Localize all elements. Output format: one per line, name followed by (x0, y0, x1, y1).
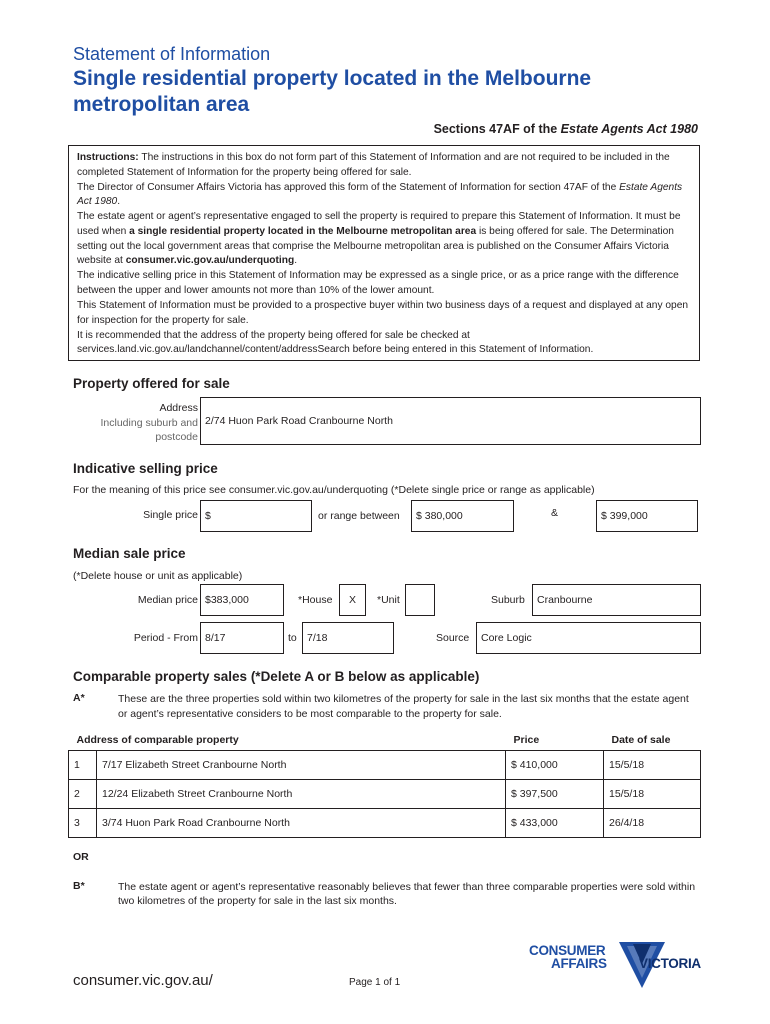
unit-field[interactable] (405, 584, 435, 616)
period-from-label: Period - From (133, 632, 198, 644)
sections-prefix: Sections 47AF of the (433, 122, 561, 136)
address-label (60, 401, 198, 445)
address-label-line-1: Address (159, 402, 198, 414)
table-row (69, 808, 701, 837)
comparable-table-header (69, 733, 701, 750)
column-date: Date of sale (611, 734, 671, 747)
row-date[interactable]: 15/5/18 (604, 750, 701, 779)
column-price: Price (513, 734, 540, 747)
period-from-value: 8/17 (205, 632, 226, 644)
range-label: or range between (318, 510, 400, 522)
sections-reference (434, 122, 698, 136)
instructions-box (68, 145, 700, 361)
instructions-lead: Instructions: (77, 152, 139, 163)
instructions-p1 (77, 151, 691, 180)
source-field[interactable] (476, 622, 701, 654)
document-subtitle: Statement of Information (73, 44, 271, 64)
indicative-note: For the meaning of this price see consumer.vic.gov.au/underquoting (*Delete single price or range as applicable) (73, 484, 595, 496)
instructions-p3-bold: a single residential property located in the Melbourne metropolitan area (129, 225, 477, 237)
instructions-p2-text: The Director of Consumer Affairs Victoria has approved this form of the Statement of Information for section 47AF of the (77, 181, 620, 193)
row-price[interactable]: $ 433,000 (506, 808, 604, 837)
source-label: Source (436, 632, 470, 644)
median-price-value: $383,000 (205, 594, 249, 606)
suburb-label: Suburb (491, 594, 525, 606)
logo-line-affairs: AFFAIRS (551, 956, 607, 971)
property-heading: Property offered for sale (73, 376, 230, 391)
logo-line-victoria: VICTORIA (639, 956, 701, 971)
instructions-p5: This Statement of Information must be provided to a prospective buyer within two business days of a request and displayed at any open for inspection for the property for sale. (77, 299, 689, 326)
footer-url[interactable]: consumer.vic.gov.au/ (73, 972, 213, 989)
row-price[interactable]: $ 410,000 (506, 750, 604, 779)
range-high-field[interactable] (596, 500, 698, 532)
instructions-p4: The indicative selling price in this Statement of Information may be expressed as a single price, or as a price range with the difference between the upper and lower amounts not more than 10% of the lower amount. (77, 270, 679, 296)
instructions-p3 (77, 210, 691, 268)
row-address[interactable]: 3/74 Huon Park Road Cranbourne North (97, 808, 506, 837)
row-price[interactable]: $ 397,500 (506, 779, 604, 808)
median-note: (*Delete house or unit as applicable) (73, 570, 243, 582)
option-a-label: A* (73, 692, 85, 704)
period-to-value: 7/18 (307, 632, 328, 644)
document-title: Single residential property located in the Melbourne metropolitan area (73, 67, 592, 116)
option-b-label: B* (73, 880, 85, 892)
sections-act: Estate Agents Act 1980 (560, 122, 698, 136)
comparable-heading: Comparable property sales (*Delete A or B below as applicable) (73, 669, 480, 684)
suburb-field[interactable] (532, 584, 701, 616)
instructions-p1-text: The instructions in this box do not form part of this Statement of Information and are not required to be included in the completed Statement of Information for the property being offered for sale. (77, 152, 670, 178)
unit-label: *Unit (377, 594, 400, 606)
column-address: Address of comparable property (76, 734, 239, 747)
instructions-p6: It is recommended that the address of the property being offered for sale be checked at services.land.vic.gov.au/landchannel/content/addressSearch before being entered in this Statement of Information. (77, 329, 594, 356)
row-date[interactable]: 15/5/18 (604, 779, 701, 808)
single-price-field[interactable] (200, 500, 312, 532)
range-low-field[interactable] (411, 500, 514, 532)
period-to-label: to (288, 632, 297, 644)
median-heading: Median sale price (73, 546, 186, 561)
row-address[interactable]: 12/24 Elizabeth Street Cranbourne North (97, 779, 506, 808)
instructions-p2-end: . (117, 196, 121, 208)
instructions-p2-act: Estate Agents Act 1980 (77, 181, 683, 208)
median-price-label: Median price (137, 594, 198, 606)
table-row (69, 750, 701, 779)
suburb-value: Cranbourne (537, 594, 593, 606)
range-high-value: $ 399,000 (601, 510, 648, 522)
address-field[interactable] (200, 397, 701, 445)
period-to-field[interactable] (302, 622, 394, 654)
house-label: *House (298, 594, 333, 606)
underquoting-link[interactable]: consumer.vic.gov.au/underquoting (125, 255, 295, 267)
table-row (69, 779, 701, 808)
instructions-p2 (77, 181, 691, 210)
address-value: 2/74 Huon Park Road Cranbourne North (205, 415, 393, 427)
row-number: 1 (69, 750, 97, 779)
source-value: Core Logic (481, 632, 532, 644)
range-low-value: $ 380,000 (416, 510, 463, 522)
row-number: 2 (69, 779, 97, 808)
or-label: OR (73, 851, 89, 863)
option-a-text: These are the three properties sold within two kilometres of the property for sale in the last six months that the estate agent or agent’s representative considers to be most comparable to the property for sale. (118, 693, 689, 720)
consumer-affairs-victoria-logo (527, 940, 703, 990)
page-number: Page 1 of 1 (349, 977, 401, 988)
median-price-field[interactable] (200, 584, 284, 616)
instructions-p3-text-2: is being offered for sale. The Determination setting out the local government areas that comprise the Melbourne metropolitan area is published on the Consumer Affairs Victoria website at (77, 225, 674, 267)
single-price-value: $ (205, 510, 211, 522)
indicative-heading: Indicative selling price (73, 461, 218, 476)
logo-line-consumer: CONSUMER (529, 943, 606, 958)
address-label-line-3: postcode (155, 431, 198, 443)
address-label-line-2: Including suburb and (100, 416, 198, 429)
row-address[interactable]: 7/17 Elizabeth Street Cranbourne North (97, 750, 506, 779)
option-b-text: The estate agent or agent’s representative reasonably believes that fewer than three comparable properties were sold within two kilometres of the property for sale in the last six months. (118, 881, 696, 907)
row-date[interactable]: 26/4/18 (604, 808, 701, 837)
row-number: 3 (69, 808, 97, 837)
house-value: X (348, 594, 356, 606)
house-field[interactable] (339, 584, 366, 616)
period-from-field[interactable] (200, 622, 284, 654)
range-ampersand: & (551, 507, 559, 519)
instructions-p3-end: . (294, 255, 298, 267)
single-price-label: Single price (143, 509, 198, 521)
comparable-table (68, 733, 701, 838)
instructions-p3-text: The estate agent or agent’s representative engaged to sell the property is required to prepare this Statement of Information. It must be used when (77, 211, 681, 237)
